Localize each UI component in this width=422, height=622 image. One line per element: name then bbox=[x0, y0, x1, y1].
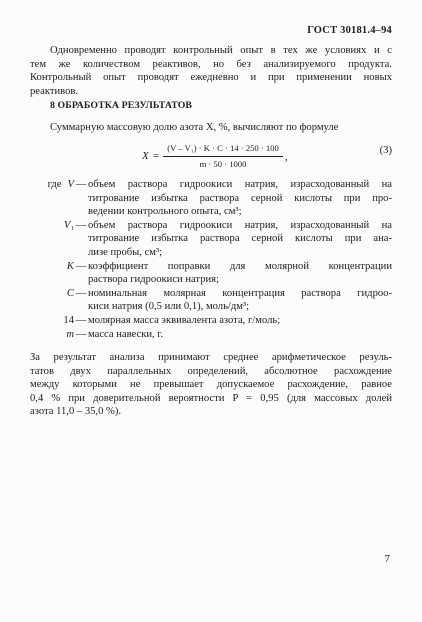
definition-body: объем раствора гидроокиси натрия, израсходованный на титрование избытка раствора серной кислоты при ана- лизе пробы, см³; bbox=[88, 219, 392, 258]
definition-body: номинальная молярная концентрация раствора гидроо- киси натрия (0,5 или 0,1), моль/дм³; bbox=[88, 287, 392, 313]
definition-symbol: m bbox=[66, 328, 74, 340]
conclusion-line: 0,4 % при доверительной вероятности P = 0,95 (для массовых долей bbox=[30, 392, 392, 404]
definition-body: масса навески, г. bbox=[88, 328, 164, 340]
definition-item bbox=[30, 260, 392, 287]
fraction-bar bbox=[163, 156, 283, 157]
formula-denominator: m · 50 · 1000 bbox=[199, 159, 247, 169]
definition-body: молярная масса эквивалента азота, г/моль; bbox=[88, 314, 281, 326]
definition-body: коэффициент поправки для молярной концентрации раствора гидроокиси натрия; bbox=[88, 260, 392, 286]
definition-symbol: K bbox=[66, 260, 74, 272]
conclusion-line: азота 11,0 – 35,0 %). bbox=[30, 406, 122, 418]
formula-number: (3) bbox=[379, 145, 392, 156]
definition-where: где V bbox=[47, 179, 74, 190]
intro-line: Одновременно проводят контрольный опыт в тех же условиях и с bbox=[50, 45, 392, 56]
formula-equals: = bbox=[153, 150, 160, 162]
definition-item bbox=[30, 314, 392, 328]
definition-symbol: V bbox=[67, 179, 74, 190]
definition-dash: — bbox=[75, 219, 87, 231]
page-number: 7 bbox=[384, 553, 390, 565]
intro-line: реактивов. bbox=[30, 85, 79, 97]
definition-item bbox=[30, 287, 392, 314]
definitions-list bbox=[30, 178, 392, 341]
definition-item bbox=[30, 178, 392, 219]
intro-line: тем же количеством реактивов, но без анализируемого продукта. bbox=[30, 58, 392, 70]
definition-dash: — bbox=[75, 314, 87, 326]
definition-body: объем раствора гидроокиси натрия, израсходованный на титрование избытка раствора серной кислоты при про- ведении контрольного опыта, см³; bbox=[88, 179, 392, 218]
intro-paragraph bbox=[30, 44, 392, 98]
section-heading: 8 ОБРАБОТКА РЕЗУЛЬТАТОВ bbox=[50, 100, 193, 111]
formula-numerator: (V – V₁) · K · C · 14 · 250 · 100 bbox=[167, 143, 279, 153]
formula-block bbox=[142, 143, 392, 173]
summary-sentence: Суммарную массовую долю азота X, %, вычисляют по формуле bbox=[50, 122, 339, 133]
definition-symbol: C bbox=[66, 287, 74, 299]
definition-dash: — bbox=[75, 328, 87, 340]
conclusion-paragraph bbox=[30, 351, 392, 419]
intro-line: Контрольный опыт проводят ежедневно и при применении новых bbox=[30, 72, 392, 84]
conclusion-line: татов двух параллельных определений, абсолютное расхождение bbox=[30, 365, 392, 377]
formula-comma: , bbox=[285, 151, 288, 163]
definition-symbol: V₁ bbox=[63, 219, 74, 231]
conclusion-line: За результат анализа принимают среднее арифметическое резуль- bbox=[30, 352, 392, 363]
definition-dash: — bbox=[75, 287, 87, 299]
definition-dash: — bbox=[75, 179, 87, 190]
definition-item bbox=[30, 219, 392, 260]
formula-lhs: X bbox=[142, 150, 149, 162]
definition-dash: — bbox=[75, 260, 87, 272]
definition-item bbox=[30, 328, 392, 342]
conclusion-line: между которыми не превышает допускаемое расхождение, равное bbox=[30, 379, 392, 391]
definition-symbol: 14 bbox=[63, 314, 74, 326]
gost-header: ГОСТ 30181.4–94 bbox=[307, 25, 392, 36]
